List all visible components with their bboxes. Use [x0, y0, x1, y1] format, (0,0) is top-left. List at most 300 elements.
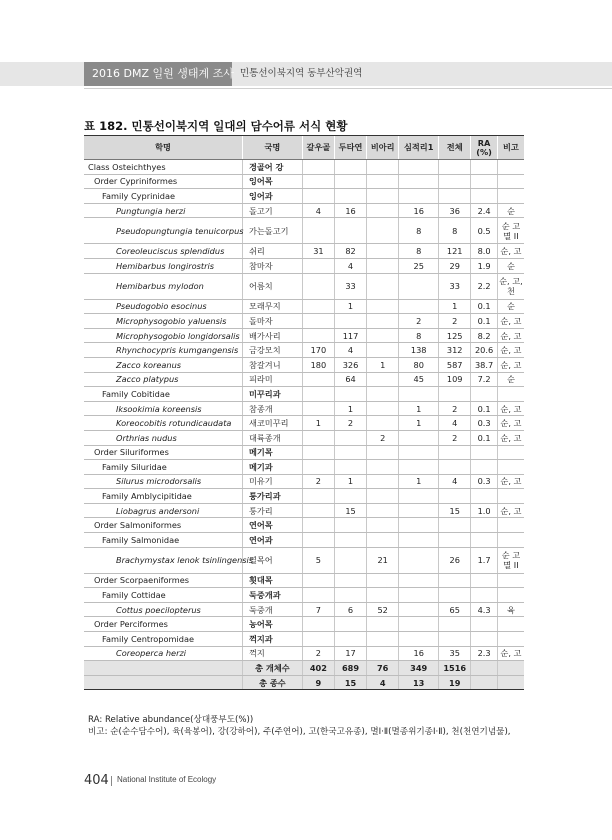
- korean-name-cell: 잉어목: [242, 174, 302, 189]
- value-cell: 순, 고, 천: [497, 273, 524, 299]
- table-row: [84, 547, 524, 573]
- value-cell: [302, 533, 334, 548]
- scientific-name-cell: Pseudogobio esocinus: [84, 299, 242, 314]
- table-row: [84, 218, 524, 244]
- value-cell: 1: [399, 474, 439, 489]
- scientific-name-cell: Family Centropomidae: [84, 632, 242, 647]
- value-cell: [399, 273, 439, 299]
- value-cell: [367, 273, 399, 299]
- value-cell: [439, 460, 471, 475]
- value-cell: 15: [439, 503, 471, 518]
- total-value-cell: 1516: [439, 661, 471, 676]
- table-row: [84, 299, 524, 314]
- header-divider: [84, 88, 612, 89]
- value-cell: [367, 573, 399, 588]
- value-cell: [497, 489, 524, 504]
- value-cell: [302, 518, 334, 533]
- value-cell: 21: [367, 547, 399, 573]
- value-cell: 20.6: [471, 343, 498, 358]
- value-cell: 1: [399, 401, 439, 416]
- value-cell: 0.1: [471, 401, 498, 416]
- value-cell: [497, 617, 524, 632]
- korean-name-cell: 연어과: [242, 533, 302, 548]
- value-cell: [497, 533, 524, 548]
- value-cell: [471, 445, 498, 460]
- total-value-cell: [497, 675, 524, 690]
- value-cell: [302, 314, 334, 329]
- value-cell: [367, 632, 399, 647]
- value-cell: [334, 189, 366, 204]
- value-cell: [302, 632, 334, 647]
- value-cell: [497, 632, 524, 647]
- value-cell: 5: [302, 547, 334, 573]
- value-cell: [399, 602, 439, 617]
- value-cell: [471, 160, 498, 175]
- total-row: [84, 675, 524, 690]
- table-row: [84, 503, 524, 518]
- value-cell: [302, 328, 334, 343]
- value-cell: [399, 460, 439, 475]
- value-cell: 180: [302, 357, 334, 372]
- report-title-tab: 2016 DMZ 일원 생태계 조사: [84, 62, 232, 86]
- scientific-name-cell: Zacco platypus: [84, 372, 242, 387]
- value-cell: [302, 489, 334, 504]
- value-cell: [302, 273, 334, 299]
- scientific-name-cell: Coreoleuciscus splendidus: [84, 244, 242, 259]
- value-cell: [334, 218, 366, 244]
- value-cell: 80: [399, 357, 439, 372]
- value-cell: 순 고 멸 II: [497, 218, 524, 244]
- scientific-name-cell: Class Osteichthyes: [84, 160, 242, 175]
- value-cell: 6: [334, 602, 366, 617]
- value-cell: 2: [334, 416, 366, 431]
- value-cell: 35: [439, 646, 471, 661]
- table-row: [84, 573, 524, 588]
- value-cell: 8.2: [471, 328, 498, 343]
- total-value-cell: 9: [302, 675, 334, 690]
- value-cell: [367, 189, 399, 204]
- value-cell: 138: [399, 343, 439, 358]
- scientific-name-cell: Microphysogobio longidorsalis: [84, 328, 242, 343]
- value-cell: [367, 299, 399, 314]
- value-cell: [497, 573, 524, 588]
- value-cell: [302, 617, 334, 632]
- korean-name-cell: 어름치: [242, 273, 302, 299]
- scientific-name-cell: Family Cobitidae: [84, 387, 242, 402]
- value-cell: [302, 160, 334, 175]
- value-cell: [334, 518, 366, 533]
- value-cell: [497, 160, 524, 175]
- value-cell: [439, 518, 471, 533]
- table-row: [84, 617, 524, 632]
- table-row: [84, 258, 524, 273]
- value-cell: 170: [302, 343, 334, 358]
- value-cell: [399, 430, 439, 445]
- value-cell: 0.5: [471, 218, 498, 244]
- table-row: [84, 372, 524, 387]
- value-cell: 1: [334, 401, 366, 416]
- value-cell: 26: [439, 547, 471, 573]
- value-cell: [367, 258, 399, 273]
- value-cell: 순: [497, 258, 524, 273]
- value-cell: 순, 고: [497, 474, 524, 489]
- value-cell: [497, 174, 524, 189]
- value-cell: 2: [399, 314, 439, 329]
- value-cell: [399, 547, 439, 573]
- table-row: [84, 588, 524, 603]
- table-row: [84, 328, 524, 343]
- value-cell: 16: [399, 203, 439, 218]
- value-cell: 36: [439, 203, 471, 218]
- scientific-name-cell: Rhynchocypris kumgangensis: [84, 343, 242, 358]
- korean-name-cell: 참마자: [242, 258, 302, 273]
- value-cell: [471, 588, 498, 603]
- total-label-cell: 총 개체수: [242, 661, 302, 676]
- table-row: [84, 401, 524, 416]
- value-cell: [399, 632, 439, 647]
- value-cell: 15: [334, 503, 366, 518]
- value-cell: [471, 189, 498, 204]
- total-value-cell: 4: [367, 675, 399, 690]
- value-cell: 45: [399, 372, 439, 387]
- korean-name-cell: 연어목: [242, 518, 302, 533]
- table-row: [84, 357, 524, 372]
- scientific-name-cell: Pungtungia herzi: [84, 203, 242, 218]
- value-cell: 17: [334, 646, 366, 661]
- korean-name-cell: 열목어: [242, 547, 302, 573]
- value-cell: [302, 445, 334, 460]
- korean-name-cell: 대륙종개: [242, 430, 302, 445]
- value-cell: 1: [439, 299, 471, 314]
- value-cell: 1.0: [471, 503, 498, 518]
- value-cell: [399, 617, 439, 632]
- korean-name-cell: 메기과: [242, 460, 302, 475]
- korean-name-cell: 잉어과: [242, 189, 302, 204]
- column-header: 갈우골: [302, 136, 334, 160]
- value-cell: [399, 189, 439, 204]
- value-cell: [399, 160, 439, 175]
- value-cell: 587: [439, 357, 471, 372]
- table-row: [84, 416, 524, 431]
- value-cell: [439, 489, 471, 504]
- value-cell: [334, 547, 366, 573]
- ra-footnote: RA: Relative abundance(상대풍부도(%)): [88, 715, 254, 725]
- value-cell: 순, 고: [497, 343, 524, 358]
- total-value-cell: 15: [334, 675, 366, 690]
- value-cell: 2.4: [471, 203, 498, 218]
- value-cell: [399, 518, 439, 533]
- table-row: [84, 533, 524, 548]
- total-value-cell: 19: [439, 675, 471, 690]
- table-row: [84, 518, 524, 533]
- value-cell: [471, 518, 498, 533]
- scientific-name-cell: Family Cottidae: [84, 588, 242, 603]
- value-cell: 1: [334, 299, 366, 314]
- value-cell: 7: [302, 602, 334, 617]
- table-row: [84, 646, 524, 661]
- value-cell: 82: [334, 244, 366, 259]
- value-cell: [302, 372, 334, 387]
- value-cell: [334, 160, 366, 175]
- table-row: [84, 602, 524, 617]
- value-cell: 1.9: [471, 258, 498, 273]
- value-cell: [471, 387, 498, 402]
- value-cell: [302, 258, 334, 273]
- value-cell: 순, 고: [497, 357, 524, 372]
- footer-divider: [111, 776, 112, 786]
- value-cell: [399, 299, 439, 314]
- total-value-cell: 402: [302, 661, 334, 676]
- value-cell: [471, 489, 498, 504]
- value-cell: 121: [439, 244, 471, 259]
- value-cell: [334, 588, 366, 603]
- table-row: [84, 273, 524, 299]
- total-value-cell: [471, 661, 498, 676]
- value-cell: 4: [334, 258, 366, 273]
- table-row: [84, 244, 524, 259]
- value-cell: [367, 218, 399, 244]
- value-cell: 순: [497, 299, 524, 314]
- value-cell: 육: [497, 602, 524, 617]
- scientific-name-cell: Hemibarbus mylodon: [84, 273, 242, 299]
- total-value-cell: 689: [334, 661, 366, 676]
- value-cell: [497, 387, 524, 402]
- value-cell: [367, 416, 399, 431]
- korean-name-cell: 경골어 강: [242, 160, 302, 175]
- value-cell: [399, 445, 439, 460]
- table-row: [84, 387, 524, 402]
- page-number: 404: [84, 773, 109, 788]
- value-cell: [367, 533, 399, 548]
- scientific-name-cell: Iksookimia koreensis: [84, 401, 242, 416]
- scientific-name-cell: Brachymystax lenok tsinlingensis: [84, 547, 242, 573]
- value-cell: [334, 573, 366, 588]
- table-row: [84, 160, 524, 175]
- table-row: [84, 489, 524, 504]
- value-cell: 25: [399, 258, 439, 273]
- korean-name-cell: 횟대목: [242, 573, 302, 588]
- value-cell: 2: [439, 314, 471, 329]
- table-row: [84, 189, 524, 204]
- value-cell: [302, 174, 334, 189]
- value-cell: 2: [302, 646, 334, 661]
- value-cell: [399, 174, 439, 189]
- korean-name-cell: 쉬리: [242, 244, 302, 259]
- value-cell: 64: [334, 372, 366, 387]
- value-cell: [399, 573, 439, 588]
- value-cell: 4: [302, 203, 334, 218]
- value-cell: [367, 588, 399, 603]
- value-cell: 8.0: [471, 244, 498, 259]
- value-cell: 순, 고: [497, 328, 524, 343]
- value-cell: 2: [302, 474, 334, 489]
- scientific-name-cell: Microphysogobio yaluensis: [84, 314, 242, 329]
- value-cell: 순, 고: [497, 314, 524, 329]
- value-cell: [439, 160, 471, 175]
- value-cell: [497, 460, 524, 475]
- value-cell: [367, 445, 399, 460]
- value-cell: [334, 617, 366, 632]
- value-cell: 29: [439, 258, 471, 273]
- value-cell: [302, 387, 334, 402]
- value-cell: [471, 573, 498, 588]
- value-cell: [471, 533, 498, 548]
- korean-name-cell: 둑중개: [242, 602, 302, 617]
- scientific-name-cell: Pseudopungtungia tenuicorpus: [84, 218, 242, 244]
- table-row: [84, 430, 524, 445]
- scientific-name-cell: Order Scorpaeniformes: [84, 573, 242, 588]
- value-cell: 순: [497, 203, 524, 218]
- column-header: 두타연: [334, 136, 366, 160]
- value-cell: 4: [439, 474, 471, 489]
- value-cell: 65: [439, 602, 471, 617]
- value-cell: [367, 518, 399, 533]
- value-cell: [471, 460, 498, 475]
- value-cell: [439, 533, 471, 548]
- value-cell: 1: [334, 474, 366, 489]
- column-header: 학명: [84, 136, 242, 160]
- value-cell: [399, 489, 439, 504]
- korean-name-cell: 금강모치: [242, 343, 302, 358]
- value-cell: 52: [367, 602, 399, 617]
- scientific-name-cell: Order Siluriformes: [84, 445, 242, 460]
- table-title: 표 182. 민통선이북지역 일대의 담수어류 서식 현황: [84, 119, 348, 133]
- value-cell: 16: [334, 203, 366, 218]
- value-cell: [302, 299, 334, 314]
- total-value-cell: 349: [399, 661, 439, 676]
- korean-name-cell: 배가사리: [242, 328, 302, 343]
- value-cell: 1: [399, 416, 439, 431]
- value-cell: [334, 489, 366, 504]
- value-cell: [302, 430, 334, 445]
- column-header: 심적리1: [399, 136, 439, 160]
- total-value-cell: 76: [367, 661, 399, 676]
- scientific-name-cell: Order Cypriniformes: [84, 174, 242, 189]
- scientific-name-cell: Family Salmonidae: [84, 533, 242, 548]
- value-cell: 8: [399, 218, 439, 244]
- scientific-name-cell: Family Cyprinidae: [84, 189, 242, 204]
- scientific-name-cell: Orthrias nudus: [84, 430, 242, 445]
- value-cell: 2.2: [471, 273, 498, 299]
- value-cell: [497, 445, 524, 460]
- value-cell: 순, 고: [497, 244, 524, 259]
- value-cell: 순 고 멸 II: [497, 547, 524, 573]
- value-cell: 2: [439, 401, 471, 416]
- korean-name-cell: 돌마자: [242, 314, 302, 329]
- value-cell: 7.2: [471, 372, 498, 387]
- korean-name-cell: 둑중개과: [242, 588, 302, 603]
- remarks-footnote: 비고: 순(순수담수어), 육(육봉어), 강(강하어), 주(주연어), 고(한국고유종), 멸Ⅰ·Ⅱ(멸종위기종Ⅰ·Ⅱ), 천(천연기념물),: [88, 727, 511, 737]
- scientific-name-cell: Koreocobitis rotundicaudata: [84, 416, 242, 431]
- value-cell: 8: [399, 244, 439, 259]
- value-cell: [367, 244, 399, 259]
- value-cell: 순, 고: [497, 416, 524, 431]
- value-cell: [367, 160, 399, 175]
- value-cell: 8: [439, 218, 471, 244]
- korean-name-cell: 꺽지: [242, 646, 302, 661]
- korean-name-cell: 모래무지: [242, 299, 302, 314]
- table-body: [84, 160, 524, 690]
- table-row: [84, 174, 524, 189]
- section-title: 민통선이북지역 동부산악권역: [240, 68, 363, 79]
- value-cell: [367, 489, 399, 504]
- total-value-cell: [471, 675, 498, 690]
- value-cell: 0.1: [471, 430, 498, 445]
- table-header-row: [84, 136, 524, 160]
- value-cell: 2: [439, 430, 471, 445]
- value-cell: [439, 189, 471, 204]
- scientific-name-cell: Cottus poecilopterus: [84, 602, 242, 617]
- value-cell: [302, 218, 334, 244]
- korean-name-cell: 참종개: [242, 401, 302, 416]
- korean-name-cell: 퉁가리: [242, 503, 302, 518]
- value-cell: 117: [334, 328, 366, 343]
- value-cell: [334, 174, 366, 189]
- value-cell: [367, 343, 399, 358]
- column-header: 국명: [242, 136, 302, 160]
- scientific-name-cell: Zacco koreanus: [84, 357, 242, 372]
- column-header: 비아리: [367, 136, 399, 160]
- value-cell: 2: [367, 430, 399, 445]
- column-header: RA (%): [471, 136, 498, 160]
- value-cell: 4.3: [471, 602, 498, 617]
- value-cell: [334, 460, 366, 475]
- value-cell: [439, 387, 471, 402]
- value-cell: [471, 632, 498, 647]
- value-cell: 33: [439, 273, 471, 299]
- korean-name-cell: 메기목: [242, 445, 302, 460]
- table-row: [84, 343, 524, 358]
- scientific-name-cell: Family Amblycipitidae: [84, 489, 242, 504]
- korean-name-cell: 참갈겨니: [242, 357, 302, 372]
- value-cell: 순: [497, 372, 524, 387]
- table-row: [84, 460, 524, 475]
- value-cell: [302, 503, 334, 518]
- scientific-name-cell: Order Salmoniformes: [84, 518, 242, 533]
- korean-name-cell: 미꾸리과: [242, 387, 302, 402]
- value-cell: [334, 430, 366, 445]
- table-row: [84, 203, 524, 218]
- value-cell: [367, 314, 399, 329]
- total-value-cell: 13: [399, 675, 439, 690]
- value-cell: [497, 518, 524, 533]
- value-cell: [334, 533, 366, 548]
- value-cell: 16: [399, 646, 439, 661]
- value-cell: [367, 387, 399, 402]
- column-header: 전체: [439, 136, 471, 160]
- value-cell: 순, 고: [497, 646, 524, 661]
- value-cell: 38.7: [471, 357, 498, 372]
- value-cell: [367, 174, 399, 189]
- value-cell: [497, 588, 524, 603]
- value-cell: [367, 474, 399, 489]
- value-cell: [334, 632, 366, 647]
- value-cell: 0.3: [471, 474, 498, 489]
- value-cell: 0.3: [471, 416, 498, 431]
- korean-name-cell: 가는돌고기: [242, 218, 302, 244]
- scientific-name-cell: Order Perciformes: [84, 617, 242, 632]
- value-cell: 33: [334, 273, 366, 299]
- scientific-name-cell: Coreoperca herzi: [84, 646, 242, 661]
- value-cell: [302, 189, 334, 204]
- value-cell: [302, 588, 334, 603]
- table-row: [84, 474, 524, 489]
- value-cell: [471, 617, 498, 632]
- value-cell: [334, 445, 366, 460]
- value-cell: [334, 387, 366, 402]
- value-cell: [302, 573, 334, 588]
- value-cell: 1: [302, 416, 334, 431]
